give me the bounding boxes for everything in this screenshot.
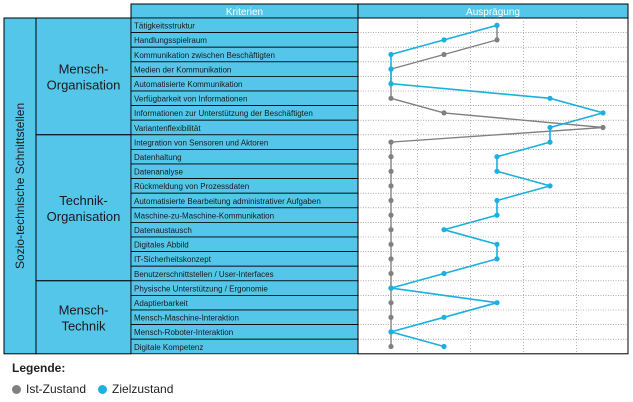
criterion-label: Datenhaltung [134, 153, 182, 162]
series-point [494, 213, 499, 218]
series-point [441, 52, 446, 57]
legend [12, 382, 185, 396]
criterion-label: Digitale Kompetenz [134, 342, 204, 352]
criterion-label: Informationen zur Unterstützung der Beschäftigten [134, 109, 313, 119]
series-point [388, 242, 393, 247]
series-point [388, 227, 393, 232]
series-point [547, 125, 552, 130]
criterion-label: Verfügbarkeit von Informationen [134, 94, 248, 104]
series-point [388, 315, 393, 320]
criterion-label: Handlungsspielraum [134, 36, 207, 46]
series-point [547, 96, 552, 101]
series-point [388, 344, 393, 349]
group-label: Technik- [59, 192, 108, 208]
series-point [388, 213, 393, 218]
legend-dot-ziel-icon [98, 385, 107, 394]
legend-dot-ist-icon [12, 385, 21, 394]
series-point [388, 198, 393, 203]
group-label: Organisation [46, 208, 121, 224]
series-point [547, 140, 552, 145]
series-point [441, 37, 446, 42]
group-label: Mensch- [58, 61, 109, 77]
legend-item-ziel [98, 382, 173, 396]
criterion-label: Automatisierte Bearbeitung administrativer Aufgaben [134, 196, 321, 206]
series-line-zielzustand [391, 25, 603, 346]
series-point [388, 286, 393, 291]
criterion-label: Digitales Abbild [134, 240, 189, 250]
criterion-label: IT-Sicherheitskonzept [134, 255, 211, 265]
series-point [388, 329, 393, 334]
criterion-label: Automatisierte Kommunikation [134, 80, 243, 89]
series-point [388, 67, 393, 72]
series-point [388, 300, 393, 305]
criterion-label: Mensch-Maschine-Interaktion [134, 313, 239, 323]
criterion-label: Datenaustausch [134, 226, 192, 235]
series-point [441, 227, 446, 232]
criterion-label: Medien der Kommunikation [134, 65, 232, 75]
series-point [494, 154, 499, 159]
criterion-label: Integration von Sensoren und Aktoren [134, 138, 269, 148]
group-label: Mensch- [58, 302, 109, 318]
main-group-label: Sozio-technische Schnittstellen [13, 102, 27, 269]
series-point [441, 110, 446, 115]
series-point [441, 344, 446, 349]
series-point [388, 256, 393, 261]
series-point [388, 96, 393, 101]
series-point [494, 300, 499, 305]
series-point [600, 110, 605, 115]
series-point [388, 81, 393, 86]
legend-label-ziel: Zielzustand [112, 382, 174, 396]
criterion-label: Rückmeldung von Prozessdaten [134, 182, 250, 192]
criterion-label: Physische Unterstützung / Ergonomie [134, 284, 268, 294]
series-point [388, 169, 393, 174]
group-label: Technik [61, 318, 106, 334]
legend-label-ist: Ist-Zustand [26, 382, 87, 396]
series-point [494, 198, 499, 203]
series-point [494, 256, 499, 261]
criterion-label: Variantenflexibilität [134, 123, 201, 133]
series-point [441, 315, 446, 320]
series-point [600, 125, 605, 130]
criterion-label: Tätigkeitsstruktur [134, 21, 195, 31]
series-point [494, 23, 499, 28]
legend-item-ist [12, 382, 86, 396]
criterion-label: Mensch-Roboter-Interaktion [134, 328, 234, 338]
series-point [494, 242, 499, 247]
series-point [494, 169, 499, 174]
series-point [388, 183, 393, 188]
series-point [388, 52, 393, 57]
criterion-label: Benutzerschnittstellen / User-Interfaces [134, 269, 274, 279]
series-point [388, 154, 393, 159]
criterion-label: Adaptierbarkeit [134, 299, 188, 308]
group-label: Organisation [46, 77, 121, 93]
series-point [388, 140, 393, 145]
legend-title: Legende: [12, 361, 66, 375]
series-line-ist-zustand [391, 25, 603, 346]
criterion-label: Datenanalyse [134, 167, 183, 177]
criterion-label: Kommunikation zwischen Beschäftigten [134, 50, 275, 60]
criterion-label: Maschine-zu-Maschine-Kommunikation [134, 211, 275, 221]
series-point [388, 271, 393, 276]
header-values-label: Ausprägung [466, 7, 520, 18]
header-criteria-label: Kriterien [225, 7, 264, 18]
series-point [494, 37, 499, 42]
series-point [547, 183, 552, 188]
series-point [441, 271, 446, 276]
